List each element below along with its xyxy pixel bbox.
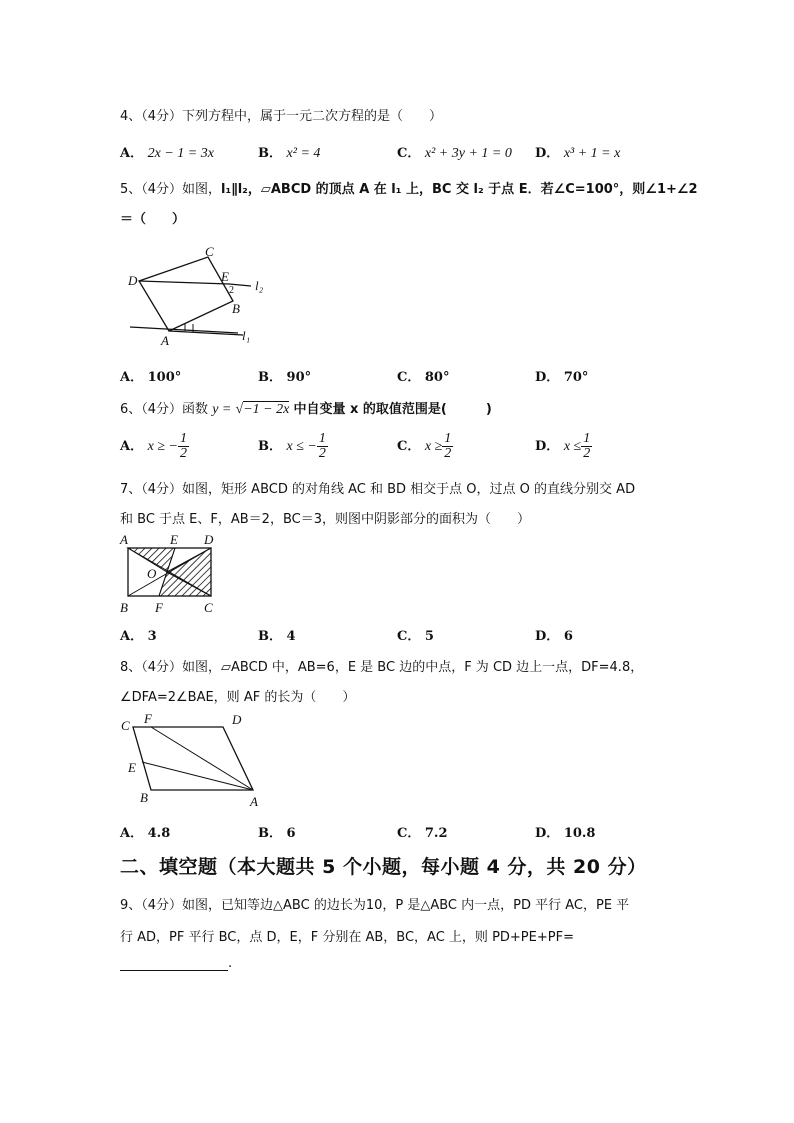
- q8-stem-line2: ∠DFA=2∠BAE，则 AF 的长为（ ）: [120, 690, 356, 705]
- q4-option-a: A． 2x − 1 = 3x: [120, 146, 214, 161]
- q9-stem-line2: 行 AD，PF 平行 BC，点 D，E，F 分别在 AB，BC，AC 上，则 PD+PE+PF=: [120, 930, 574, 945]
- q5-option-a: A． 100°: [120, 370, 182, 385]
- q8-option-b: B． 6: [258, 826, 296, 841]
- q9-stem-line1: 9、（4分）如图，已知等边△ABC 的边长为10，P 是△ABC 内一点，PD 平行 AC，PE 平: [120, 898, 630, 913]
- q5-label-2: 2: [229, 285, 234, 296]
- q9-answer-blank[interactable]: .: [120, 956, 232, 971]
- q8-stem-line1: 8、（4分）如图，▱ABCD 中，AB=6，E 是 BC 边的中点，F 为 CD 边上一点，DF=4.8，: [120, 660, 644, 675]
- q5-figure: [125, 245, 275, 350]
- q5-label-a: A: [161, 333, 169, 348]
- q7-label-e: E: [170, 532, 178, 547]
- q8-option-d: D． 10.8: [535, 826, 596, 841]
- q4-option-d: D． x³ + 1 = x: [535, 146, 621, 161]
- q8-option-c: C． 7.2: [397, 826, 448, 841]
- q5-label-d: D: [128, 273, 138, 288]
- q8-label-a: A: [250, 794, 258, 809]
- q5-stem: 5、（4分）如图，l₁∥l₂，▱ABCD 的顶点 A 在 l₁ 上，BC 交 l₂ 于点 E．若∠C=100°，则∠1+∠2: [120, 182, 698, 197]
- q8-label-b: B: [140, 790, 148, 805]
- q4-option-c: C． x² + 3y + 1 = 0: [397, 146, 512, 161]
- section-title: 二、填空题（本大题共 5 个小题，每小题 4 分，共 20 分）: [120, 856, 647, 878]
- q8-label-c: C: [121, 718, 130, 733]
- q7-option-d: D． 6: [535, 629, 573, 644]
- q6-option-d: D． x ≤ $\frac{1}{2}$: [535, 431, 591, 461]
- q5-option-d: D． 70°: [535, 370, 589, 385]
- q6-option-a: A． x ≥ − $\frac{1}{2}$: [120, 431, 187, 461]
- q7-stem-line2: 和 BC 于点 E、F，AB＝2，BC＝3，则图中阴影部分的面积为（ ）: [120, 512, 530, 527]
- q5-option-b: B． 90°: [258, 370, 312, 385]
- q5-label-b: B: [232, 301, 240, 316]
- q8-label-e: E: [128, 760, 136, 775]
- q7-label-f: F: [155, 600, 163, 615]
- q4-option-b: B． x² = 4: [258, 146, 321, 161]
- q8-label-f: F: [144, 711, 152, 726]
- q6-option-c: C． x ≥ $\frac{1}{2}$: [397, 431, 452, 461]
- q6-stem: 6、（4分）函数 y = √−1 − 2x 中自变量 x 的取值范围是( ): [120, 402, 492, 417]
- q7-option-a: A． 3: [120, 629, 157, 644]
- q7-option-b: B． 4: [258, 629, 296, 644]
- q8-option-a: A． 4.8: [120, 826, 171, 841]
- q7-label-a: A: [120, 532, 128, 547]
- q7-label-d: D: [204, 532, 214, 547]
- q8-figure: [118, 710, 268, 810]
- q7-stem-line1: 7、（4分）如图，矩形 ABCD 的对角线 AC 和 BD 相交于点 O，过点 O 的直线分别交 AD: [120, 482, 636, 497]
- q7-label-c: C: [204, 600, 213, 615]
- q5-label-c: C: [205, 244, 214, 259]
- q7-figure: [118, 532, 223, 617]
- q8-label-d: D: [232, 712, 242, 727]
- q7-label-b: B: [120, 600, 128, 615]
- q7-label-o: O: [147, 566, 157, 581]
- q5-option-c: C． 80°: [397, 370, 450, 385]
- q6-option-b: B． x ≤ − $\frac{1}{2}$: [258, 431, 326, 461]
- q7-option-c: C． 5: [397, 629, 434, 644]
- q5-label-e: E: [221, 269, 229, 284]
- q4-stem: 4、（4分）下列方程中，属于一元二次方程的是（ ）: [120, 109, 443, 124]
- q5-label-l1: l₁: [242, 328, 251, 343]
- q5-label-l2: l₂: [255, 278, 264, 293]
- q5-stem-line2: ＝（ ）: [120, 212, 186, 227]
